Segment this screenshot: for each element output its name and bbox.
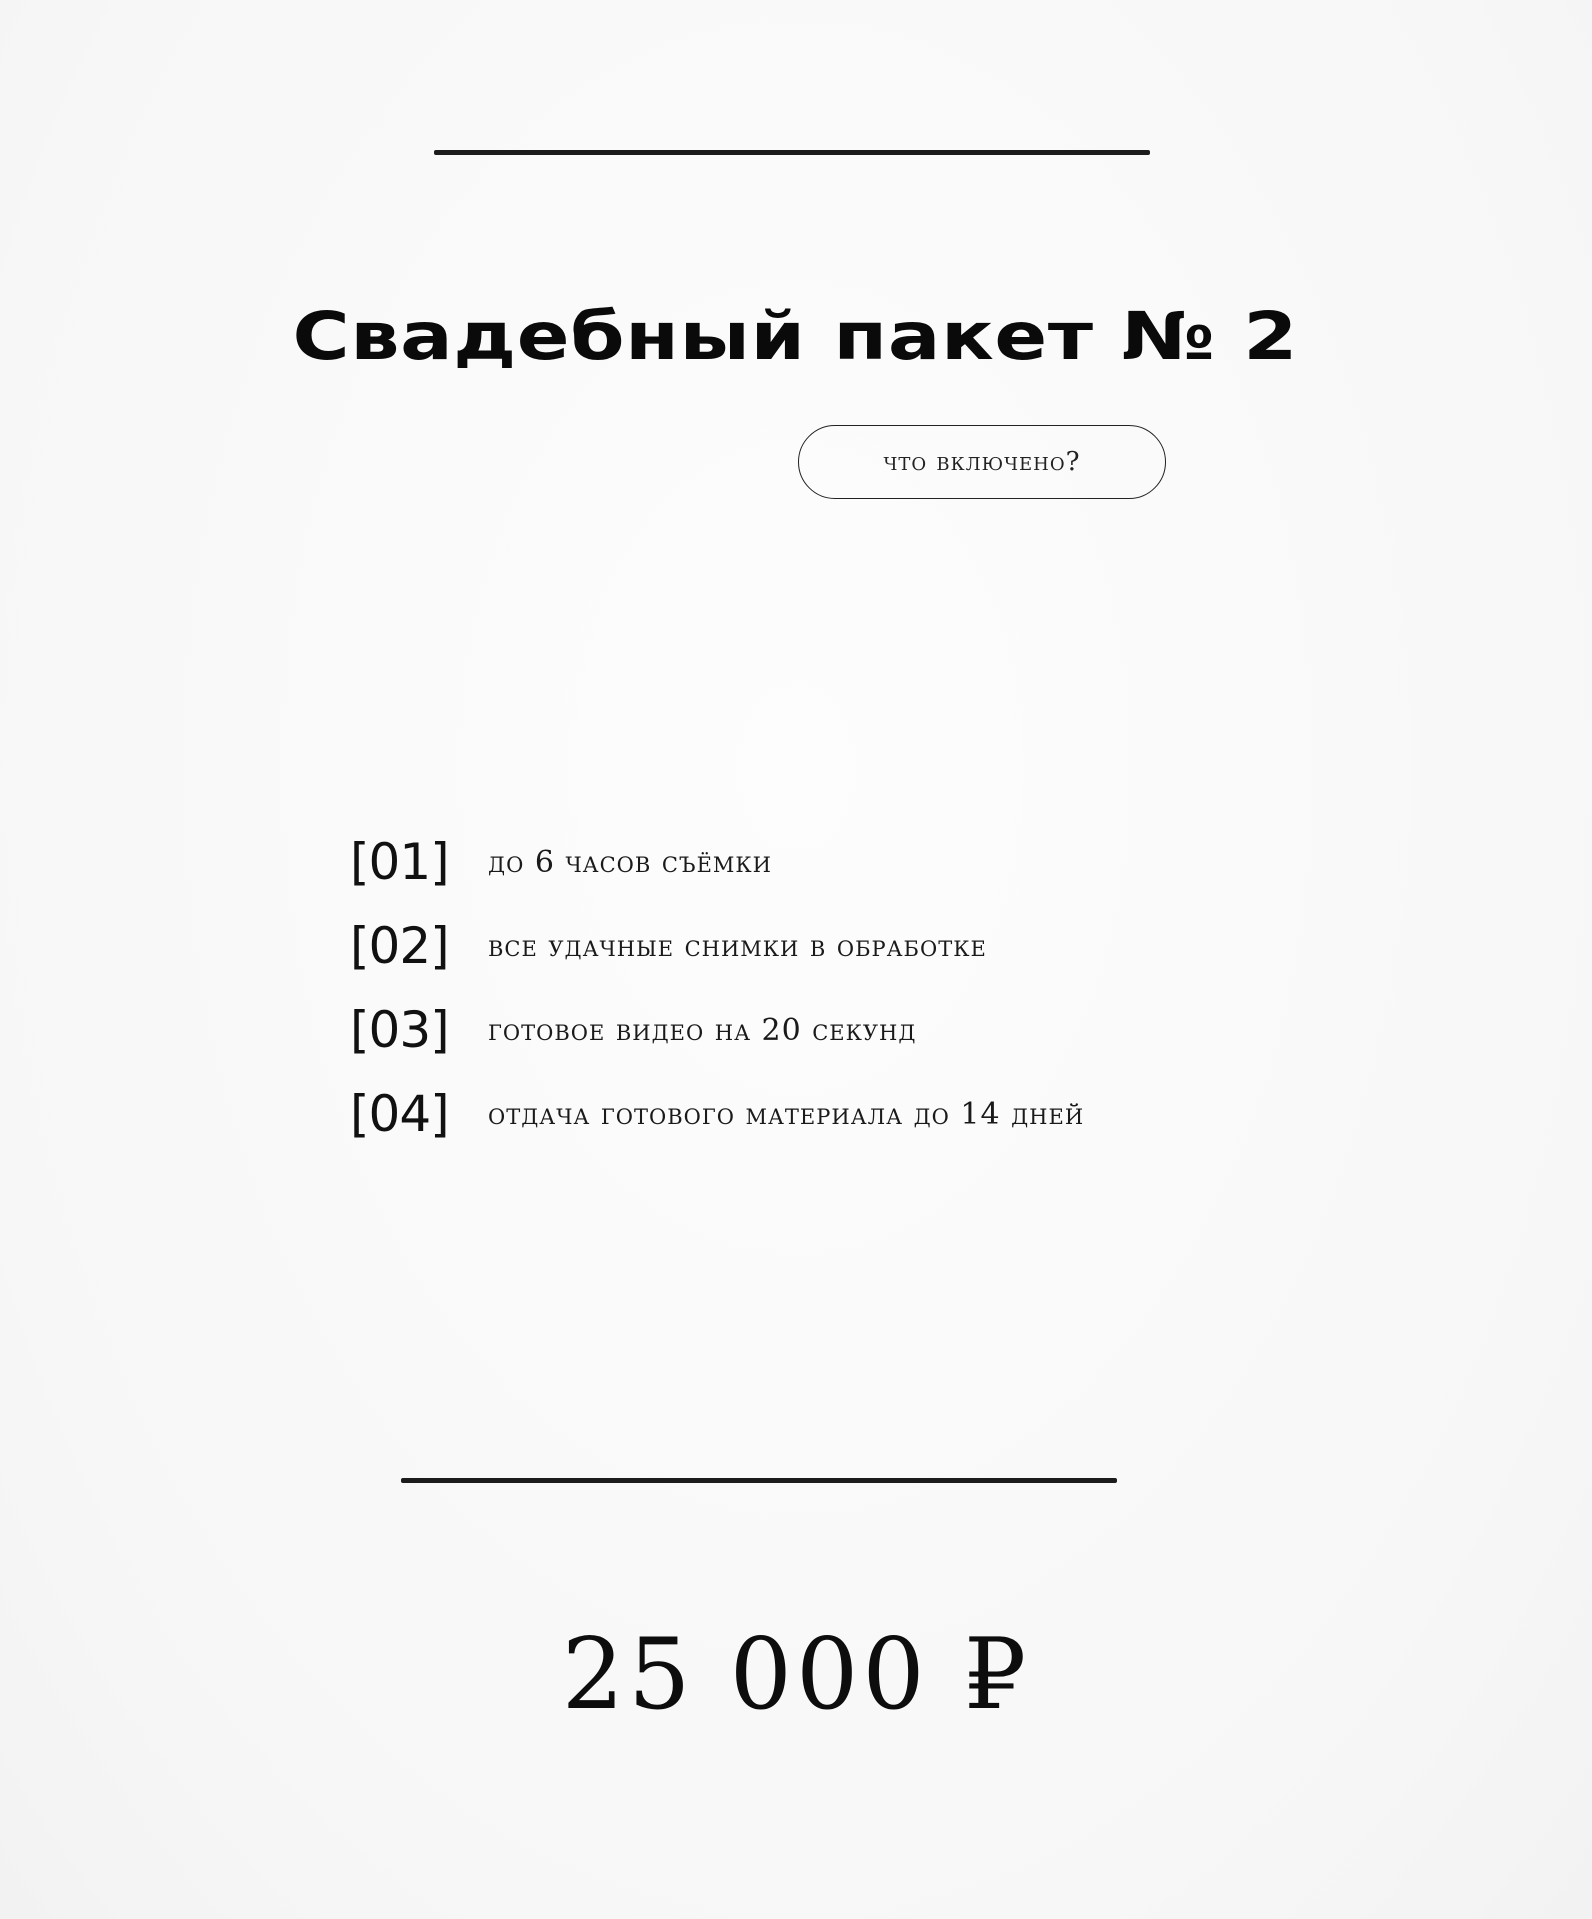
- package-price: 25 000 ₽: [561, 1618, 1031, 1732]
- list-item: [350, 988, 1250, 1072]
- package-title: Свадебный пакет № 2: [292, 298, 1299, 375]
- bottom-divider: [401, 1478, 1117, 1483]
- item-number: [02]: [350, 917, 449, 975]
- list-item: [350, 820, 1250, 904]
- whats-included-button[interactable]: [798, 425, 1166, 499]
- item-text: все удачные снимки в обработке: [488, 928, 987, 964]
- whats-included-label: что включено?: [883, 447, 1081, 477]
- item-number: [04]: [350, 1085, 449, 1143]
- package-items-list: [350, 820, 1250, 1156]
- list-item: [350, 1072, 1250, 1156]
- list-item: [350, 904, 1250, 988]
- item-text: готовое видео на 20 секунд: [488, 1012, 917, 1048]
- item-number: [01]: [350, 833, 449, 891]
- item-number: [03]: [350, 1001, 449, 1059]
- item-text: до 6 часов съёмки: [488, 844, 772, 880]
- item-text: отдача готового материала до 14 дней: [488, 1096, 1085, 1132]
- top-divider: [434, 150, 1150, 155]
